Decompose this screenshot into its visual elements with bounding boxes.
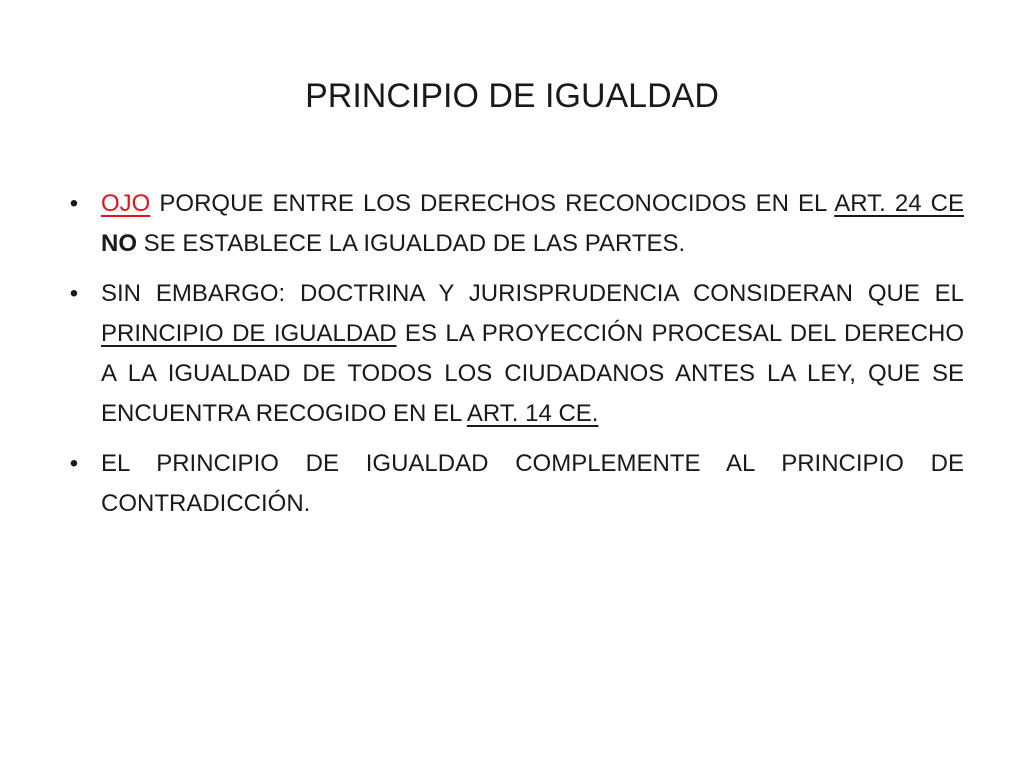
art-24-ce-reference: ART. 24 CE (834, 190, 964, 217)
bullet-2-text-a: SIN EMBARGO: DOCTRINA Y JURISPRUDENCIA CONSIDERAN QUE EL (101, 280, 964, 307)
bullet-item-3 (64, 444, 964, 524)
bullet-1-text-b: SE ESTABLECE LA IGUALDAD DE LAS PARTES. (137, 230, 686, 257)
art-14-ce-reference: ART. 14 CE. (466, 400, 599, 427)
bullet-list (64, 184, 964, 534)
bullet-icon: • (69, 190, 79, 217)
bullet-item-1 (64, 184, 964, 264)
bullet-item-2 (64, 274, 964, 434)
bullet-3-text: EL PRINCIPIO DE IGUALDAD COMPLEMENTE AL PRINCIPIO DE CONTRADICCIÓN. (101, 450, 964, 517)
slide-title: PRINCIPIO DE IGUALDAD (305, 77, 719, 115)
principio-de-igualdad-term: PRINCIPIO DE IGUALDAD (101, 320, 397, 347)
bullet-1-text-a: PORQUE ENTRE LOS DERECHOS RECONOCIDOS EN EL (150, 190, 835, 217)
no-emphasis: NO (101, 230, 137, 257)
ojo-highlight: OJO (101, 190, 151, 217)
bullet-icon: • (69, 280, 79, 307)
bullet-2-text-b: ES LA PROYECCIÓN PROCESAL DEL DERECHO A LA IGUALDAD DE TODOS LOS CIUDADANOS ANTES LA LEY, QUE SE ENCUENTRA RECOGIDO EN EL (101, 320, 964, 427)
bullet-icon: • (69, 450, 79, 477)
